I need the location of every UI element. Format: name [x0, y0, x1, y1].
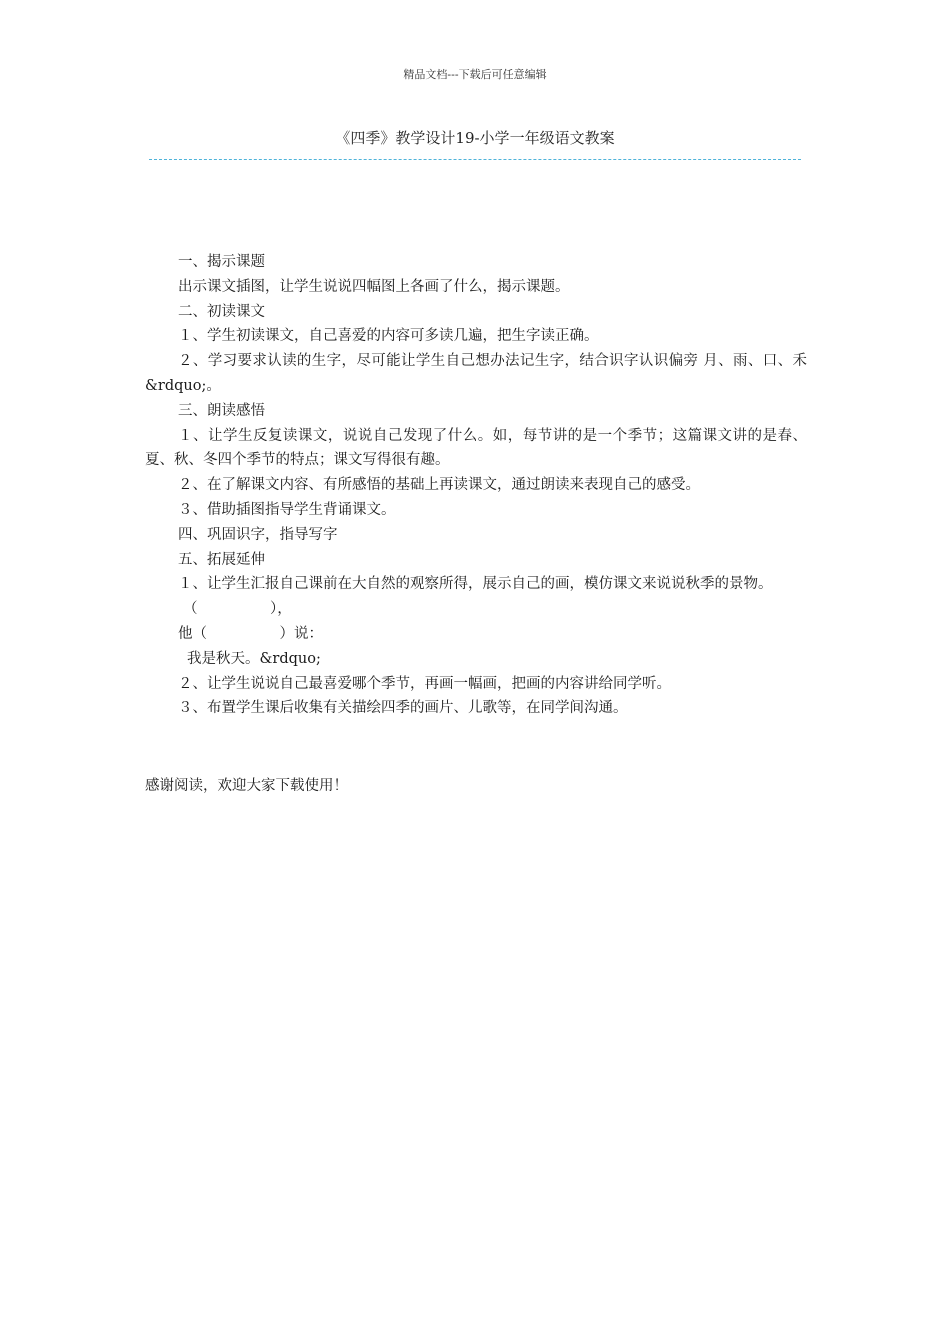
paragraph: ２、让学生说说自己最喜爱哪个季节，再画一幅画，把画的内容讲给同学听。	[178, 675, 671, 692]
paragraph: １、学生初读课文，自己喜爱的内容可多读几遍，把生字读正确。	[178, 328, 599, 345]
paragraph: ３、借助插图指导学生背诵课文。	[178, 501, 396, 518]
section-heading-4: 四、巩固识字，指导写字	[178, 526, 338, 543]
closing-note: 感谢阅读，欢迎大家下载使用！	[145, 778, 348, 794]
fill-blank-line: （ ），	[183, 601, 292, 618]
header-note: 精品文档---下载后可任意编辑	[403, 68, 547, 81]
paragraph: １、让学生汇报自己课前在大自然的观察所得，展示自己的画，模仿课文来说说秋季的景物。	[178, 576, 773, 593]
title-divider	[149, 159, 801, 160]
paragraph: ２、学习要求认读的生字，尽可能让学生自己想办法记生字，结合识字认识偏旁 月、雨、口、禾&rdquo;。	[145, 353, 807, 394]
document-title: 《四季》教学设计19-小学一年级语文教案	[335, 129, 615, 147]
section-heading-3: 三、朗读感悟	[178, 402, 265, 419]
example-speech: 我是秋天。&rdquo;	[187, 650, 321, 667]
paragraph: ２、在了解课文内容、有所感悟的基础上再读课文，通过朗读来表现自己的感受。	[178, 477, 700, 494]
section-heading-2: 二、初读课文	[178, 303, 265, 320]
section-heading-5: 五、拓展延伸	[178, 551, 265, 568]
document-body	[145, 250, 807, 721]
paragraph: ３、布置学生课后收集有关描绘四季的画片、儿歌等，在同学间沟通。	[178, 700, 628, 717]
paragraph: 出示课文插图，让学生说说四幅图上各画了什么，揭示课题。	[178, 278, 570, 295]
paragraph: １、让学生反复读课文，说说自己发现了什么。如，每节讲的是一个季节；这篇课文讲的是春、夏、秋、冬四个季节的特点；课文写得很有趣。	[145, 427, 807, 469]
section-heading-1: 一、揭示课题	[178, 254, 265, 270]
fill-blank-line: 他（ ）说：	[178, 625, 323, 642]
